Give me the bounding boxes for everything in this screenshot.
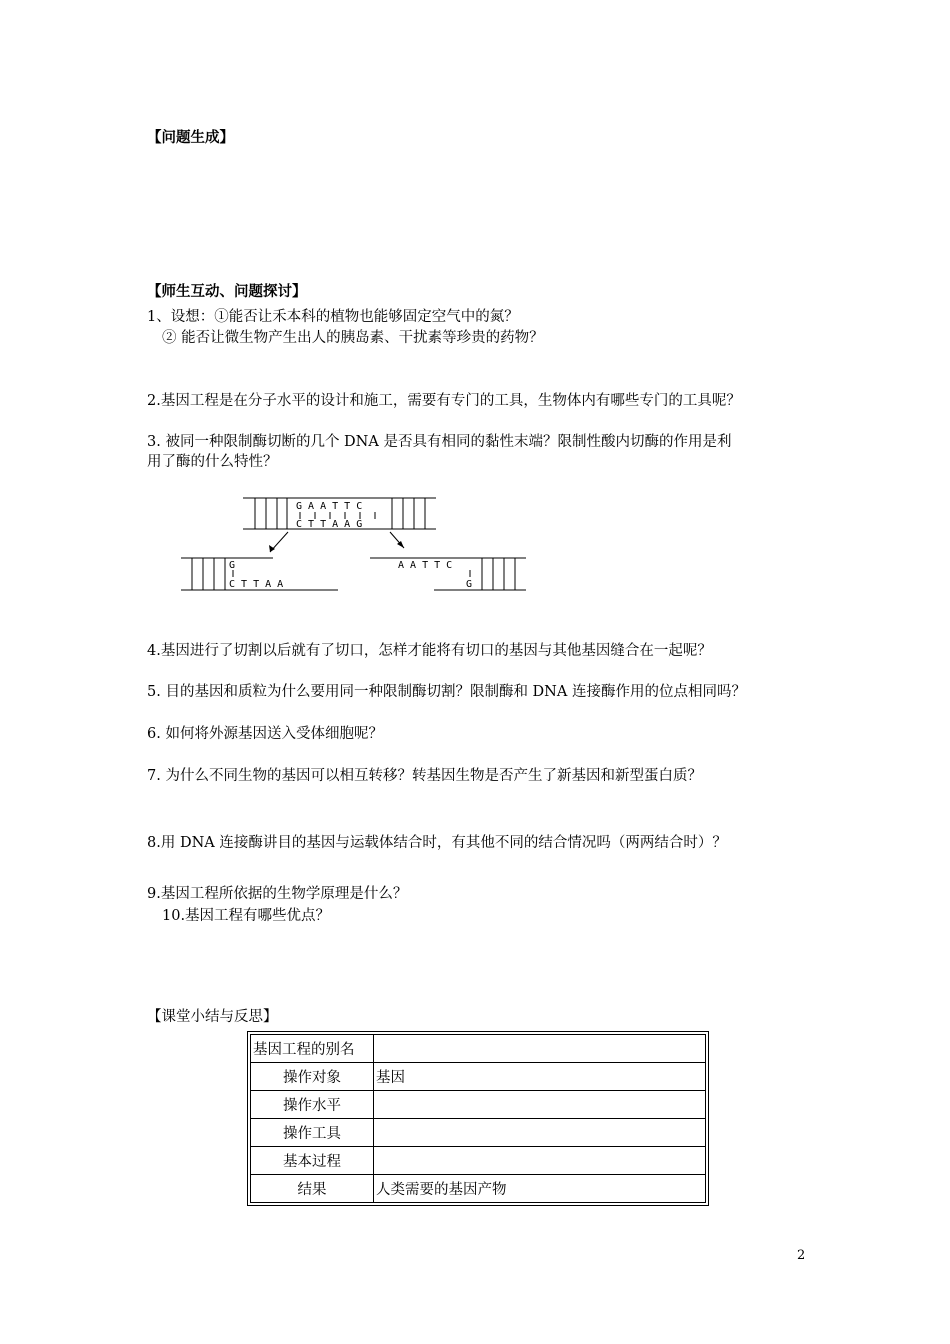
table-label: 基因工程的别名 xyxy=(251,1035,374,1063)
table-value xyxy=(374,1091,706,1119)
table-value: 基因 xyxy=(374,1063,706,1091)
table-label: 操作工具 xyxy=(251,1119,374,1147)
table-row xyxy=(251,1119,706,1147)
page-number: 2 xyxy=(797,1248,806,1263)
table-row xyxy=(251,1147,706,1175)
right-fragment-top: A A T T C xyxy=(398,560,453,571)
table-row xyxy=(251,1035,706,1063)
question-3-line-2: 用了酶的什么特性？ xyxy=(147,454,278,470)
table-value: 人类需要的基因产物 xyxy=(374,1175,706,1203)
question-8: 8.用 DNA 连接酶讲目的基因与运载体结合时，有其他不同的结合情况吗（两两结合时）？ xyxy=(147,835,727,851)
question-7: 7. 为什么不同生物的基因可以相互转移？转基因生物是否产生了新基因和新型蛋白质？ xyxy=(147,768,702,784)
table-row xyxy=(251,1091,706,1119)
table-value xyxy=(374,1119,706,1147)
bottom-strand-sequence: C T T A A G xyxy=(296,519,363,530)
left-fragment-bottom: C T T A A xyxy=(229,579,284,590)
table-row xyxy=(251,1063,706,1091)
question-5: 5. 目的基因和质粒为什么要用同一种限制酶切割？限制酶和 DNA 连接酶作用的位点相同吗？ xyxy=(147,684,746,700)
table-label: 结果 xyxy=(251,1175,374,1203)
question-10: 10.基因工程有哪些优点？ xyxy=(162,908,331,924)
left-fragment-top: G xyxy=(229,560,236,571)
table-label: 基本过程 xyxy=(251,1147,374,1175)
question-1-line-1: 1、设想：①能否让禾本科的植物也能够固定空气中的氮？ xyxy=(147,309,519,325)
table-value xyxy=(374,1147,706,1175)
heading-summary: 【课堂小结与反思】 xyxy=(147,1009,278,1025)
question-3-line-1: 3. 被同一种限制酶切断的几个 DNA 是否具有相同的黏性末端？限制性酸内切酶的作用是利 xyxy=(147,434,732,450)
top-strand-sequence: G A A T T C xyxy=(296,501,363,512)
question-1-line-2: ② 能否让微生物产生出人的胰岛素、干扰素等珍贵的药物？ xyxy=(162,330,544,346)
summary-table xyxy=(247,1031,709,1206)
question-6: 6. 如何将外源基因送入受体细胞呢？ xyxy=(147,726,383,742)
heading-interaction: 【师生互动、问题探讨】 xyxy=(147,284,307,300)
table-label: 操作对象 xyxy=(251,1063,374,1091)
table-label: 操作水平 xyxy=(251,1091,374,1119)
table-row xyxy=(251,1175,706,1203)
question-4: 4.基因进行了切割以后就有了切口，怎样才能将有切口的基因与其他基因缝合在一起呢？ xyxy=(147,643,712,659)
table-value xyxy=(374,1035,706,1063)
heading-problem-generation: 【问题生成】 xyxy=(147,130,234,146)
question-2: 2.基因工程是在分子水平的设计和施工，需要有专门的工具，生物体内有哪些专门的工具呢？ xyxy=(147,393,741,409)
restriction-cut-diagram xyxy=(178,492,538,596)
right-fragment-bottom: G xyxy=(466,579,473,590)
question-9: 9.基因工程所依据的生物学原理是什么？ xyxy=(147,886,408,902)
